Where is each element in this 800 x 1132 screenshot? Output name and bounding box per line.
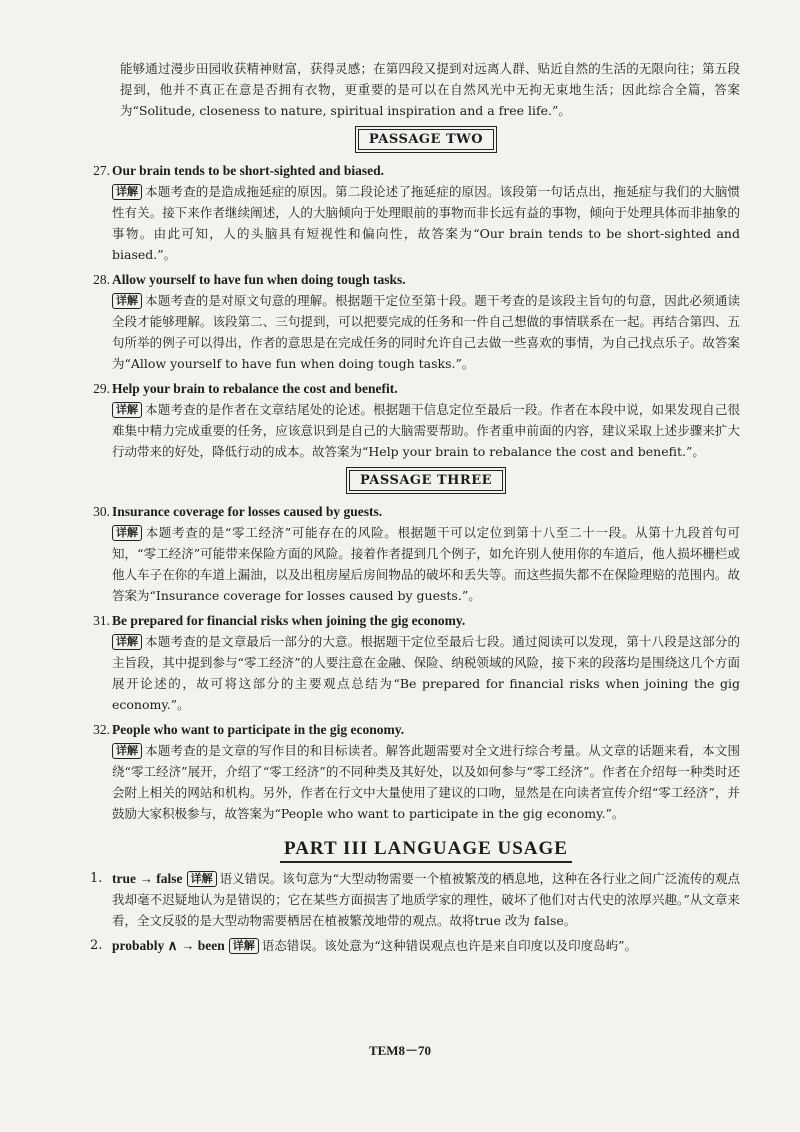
answer-item	[93, 501, 740, 606]
detail-badge: 详解	[112, 402, 142, 418]
answer-item	[93, 378, 740, 462]
explanation-text: 本题考查的是“零工经济”可能存在的风险。根据题干可以定位到第十八至二十一段。从第十九段首句可知，“零工经济”可能带来保险方面的风险。接着作者提到几个例子，如允许别人使用你的车道后，他人损坏栅栏或他人车子在你的车道上漏油，以及出租房屋后房间物品的破坏和丢失等。而这些损失都不在保险理赔的范围内。故答案为“Insurance coverage for losses caused by guests.”。	[112, 525, 740, 603]
explanation	[112, 290, 740, 374]
answer-heading	[93, 378, 740, 399]
explanation-text: 本题考查的是造成拖延症的原因。第二段论述了拖延症的原因。该段第一句话点出，拖延症与我们的大脑惯性有关。接下来作者继续阐述，人的大脑倾向于处理眼前的事物而非长远有益的事物，倾向于处理具体而非抽象的事物。由此可知，人的头脑具有短视性和偏向性，故答案为“Our brain tends to be short-sighted and biased.”。	[112, 184, 740, 262]
question-number: 31.	[93, 613, 110, 628]
explanation-text: 本题考查的是文章最后一部分的大意。根据题干定位至最后七段。通过阅读可以发现，第十八段是这部分的主旨段，其中提到参与“零工经济”的人要注意在金融、保险、纳税领域的风险，接下来的段落均是围绕这几个方面展开论述的，故可将这部分的主要观点总结为“Be prepared for financial risks when joining the gig economy.”。	[112, 634, 740, 712]
detail-badge: 详解	[112, 184, 142, 200]
passage-two-heading: PASSAGE TWO	[358, 129, 494, 150]
part-three-title: PART III LANGUAGE USAGE	[112, 838, 740, 860]
question-number: 29.	[93, 381, 110, 396]
detail-badge: 详解	[187, 871, 217, 887]
explanation	[112, 631, 740, 715]
page-number: TEM8－70	[368, 1043, 432, 1058]
explanation-text: 本题考查的是对原文句意的理解。根据题干定位至第十段。题干考查的是该段主旨句的句意，因此必须通读全段才能够理解。该段第二、三句提到，可以把要完成的任务和一件自己想做的事情联系在一起。再结合第四、五句所举的例子可以得出，作者的意思是在完成任务的同时允许自己去做一些喜欢的事情，为自己找点乐子。故答案为“Allow yourself to have fun when doing tough tasks.”。	[112, 293, 740, 371]
detail-badge: 详解	[112, 293, 142, 309]
answer-item	[93, 269, 740, 374]
detail-badge: 详解	[112, 634, 142, 650]
item-number: 2.	[90, 938, 103, 953]
question-number: 27.	[93, 163, 110, 178]
explanation	[112, 740, 740, 824]
answer-text: People who want to participate in the gig economy.	[112, 722, 405, 737]
explanation-text: 本题考查的是文章的写作目的和目标读者。解答此题需要对全文进行综合考量。从文章的话题来看，本文围绕“零工经济”展开，介绍了“零工经济”的不同种类及其好处，以及如何参与“零工经济”。作者在介绍每一种类时还会附上相关的网站和机构。另外，作者在行文中大量使用了建议的口吻，显然是在向读者宣传介绍“零工经济”，并鼓励大家积极参与，故答案为“People who want to participate in the gig economy.”。	[112, 743, 740, 821]
answer-item	[93, 610, 740, 715]
answer-text: Insurance coverage for losses caused by guests.	[112, 504, 383, 519]
language-usage-item	[90, 935, 740, 956]
question-number: 30.	[93, 504, 110, 519]
correction-key: probably ∧ → been	[112, 938, 225, 953]
answer-item	[93, 719, 740, 824]
language-usage-item	[90, 868, 740, 931]
item-number: 1.	[90, 871, 103, 886]
explanation-text: 语态错误。该处意为“这种错误观点也许是来自印度以及印度岛屿”。	[261, 938, 638, 953]
explanation	[112, 399, 740, 462]
detail-badge: 详解	[112, 525, 142, 541]
answer-heading	[93, 719, 740, 740]
answer-text: Be prepared for financial risks when joining the gig economy.	[112, 613, 466, 628]
explanation	[112, 181, 740, 265]
answer-text: Help your brain to rebalance the cost and benefit.	[112, 381, 398, 396]
intro-paragraph: 能够通过漫步田园收获精神财富，获得灵感；在第四段又提到对远离人群、贴近自然的生活的无限向往；第五段提到，他并不真正在意是否拥有衣物，更重要的是可以在自然风光中无拘无束地生活；因此综合全篇，答案为“Solitude, closeness to nature, spiritual inspiration and a free life.”。	[120, 61, 740, 118]
answer-item	[93, 160, 740, 265]
answer-text: Allow yourself to have fun when doing tough tasks.	[112, 272, 406, 287]
detail-badge: 详解	[112, 743, 142, 759]
correction-key: true → false	[112, 871, 183, 886]
explanation-text: 语义错误。该句意为“大型动物需要一个植被繁茂的栖息地，这种在各行业之间广泛流传的观点我却毫不迟疑地认为是错误的；它在某些方面损害了地质学家的理性，破坏了他们对古代史的浓厚兴趣。”从文章来看，全文反驳的是大型动物需要栖居在植被繁茂地带的观点。故将true 改为 false。	[112, 871, 740, 928]
question-number: 28.	[93, 272, 110, 287]
detail-badge: 详解	[229, 938, 259, 954]
explanation	[112, 522, 740, 606]
question-number: 32.	[93, 722, 110, 737]
answer-heading	[93, 160, 740, 181]
explanation-text: 本题考查的是作者在文章结尾处的论述。根据题干信息定位至最后一段。作者在本段中说，如果发现自己很难集中精力完成重要的任务，应该意识到是自己的大脑需要帮助。作者重申前面的内容，建议采取上述步骤来扩大行动带来的好处，降低行动的成本。故答案为“Help your brain to rebalance the cost and benefit.”。	[112, 402, 740, 459]
answer-heading	[93, 269, 740, 290]
passage-three-heading: PASSAGE THREE	[349, 470, 503, 491]
answer-heading	[93, 501, 740, 522]
answer-heading	[93, 610, 740, 631]
answer-text: Our brain tends to be short-sighted and biased.	[112, 163, 385, 178]
